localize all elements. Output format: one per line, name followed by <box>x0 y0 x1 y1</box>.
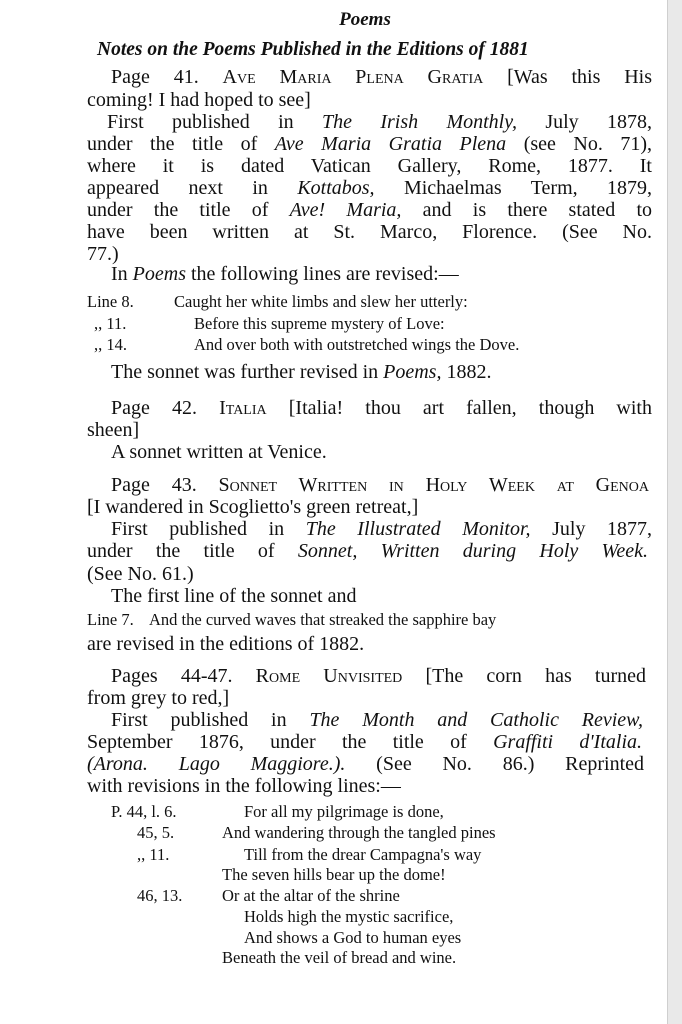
paragraph-line: A sonnet written at Venice. <box>111 441 327 463</box>
revised-line: P. 44, l. 6. <box>111 802 177 821</box>
revised-line-text: For all my pilgrimage is done, <box>244 802 444 821</box>
paragraph-line: In Poems the following lines are revised:— <box>111 263 459 285</box>
page-ref: Pages 44-47. <box>111 665 233 687</box>
entry-41-heading <box>111 66 652 88</box>
revised-line-text: And over both with outstretched wings the Dove. <box>194 335 520 354</box>
poem-title: Ave Maria Plena Gratia <box>222 66 484 88</box>
paragraph-line: 77.) <box>87 243 119 265</box>
revised-line-text: And the curved waves that streaked the sapphire bay <box>149 610 497 629</box>
revised-line: Line 7. <box>87 610 134 629</box>
poem-title: Italia <box>219 397 267 419</box>
entry-42-heading <box>111 397 652 419</box>
page-edge <box>667 0 682 1024</box>
page-ref: Page 41. <box>111 66 199 88</box>
paragraph-line: are revised in the editions of 1882. <box>87 633 365 655</box>
section-title: Notes on the Poems Published in the Editions of 1881 <box>97 39 529 60</box>
revised-line: 46, 13. <box>137 886 183 905</box>
revised-line: ,, 11. <box>137 845 170 864</box>
entry-42-heading-cont: sheen] <box>87 419 140 441</box>
running-head: Poems <box>339 9 391 30</box>
paragraph-line: under the title of Ave Maria Gratia Plena (see No. 71), <box>87 133 653 155</box>
paragraph-line: with revisions in the following lines:— <box>87 775 401 797</box>
publication-title: The Irish Monthly, <box>322 111 517 133</box>
revised-line-text: Caught her white limbs and slew her utterly: <box>174 292 468 311</box>
paragraph-line: (Arona. Lago Maggiore.). (See No. 86.) Reprinted <box>87 753 644 775</box>
poem-title: Sonnet Written in Holy Week at Genoa <box>218 474 650 496</box>
first-line: [Was this His <box>507 66 652 88</box>
paragraph-line: under the title of Ave! Maria, and is there stated to <box>87 199 652 221</box>
entry-44-heading <box>111 665 646 687</box>
revised-line: 45, 5. <box>137 823 175 842</box>
first-line: [The corn has turned <box>425 665 647 687</box>
paragraph-line: (See No. 61.) <box>87 563 194 585</box>
paragraph-line: First published in The Month and Catholic Review, <box>111 709 644 731</box>
revised-line-text: And wandering through the tangled pines <box>222 823 496 842</box>
revised-line-text: Before this supreme mystery of Love: <box>194 314 445 333</box>
revised-line-text: The seven hills bear up the dome! <box>222 865 446 884</box>
paragraph-line: The first line of the sonnet and <box>111 585 357 607</box>
first-line: [Italia! thou art fallen, though with <box>288 397 652 419</box>
paragraph-line: under the title of Sonnet, Written during Holy Week. <box>87 540 649 562</box>
revised-line-text: Till from the drear Campagna's way <box>244 845 482 864</box>
paragraph-line: where it is dated Vatican Gallery, Rome, 1877. It <box>87 155 652 177</box>
paragraph-line: First published in The Illustrated Monitor, July 1877, <box>111 518 653 540</box>
entry-43-first-line: [I wandered in Scoglietto's green retreat,] <box>87 496 419 518</box>
revised-line-text: Or at the altar of the shrine <box>222 886 400 905</box>
paragraph-line: First published in The Irish Monthly, July 1878, <box>107 111 652 133</box>
revised-line: ,, 11. <box>94 314 127 333</box>
revised-line-text: Holds high the mystic sacrifice, <box>244 907 454 926</box>
revised-line-text: And shows a God to human eyes <box>244 928 462 947</box>
revised-line-text: Beneath the veil of bread and wine. <box>222 948 457 967</box>
paragraph-line: September 1876, under the title of Graffiti d'Italia. <box>87 731 643 753</box>
page-ref: Page 42. <box>111 397 197 419</box>
entry-44-heading-cont: from grey to red,] <box>87 687 230 709</box>
revised-line: ,, 14. <box>94 335 127 354</box>
page-ref: Page 43. <box>111 474 197 496</box>
paragraph-line: appeared next in Kottabos, Michaelmas Term, 1879, <box>87 177 653 199</box>
poem-title: Rome Unvisited <box>255 665 403 687</box>
entry-41-heading-cont: coming! I had hoped to see] <box>87 89 311 111</box>
paragraph-line: The sonnet was further revised in Poems, 1882. <box>111 361 492 383</box>
revised-line: Line 8. <box>87 292 134 311</box>
paragraph-line: have been written at St. Marco, Florence. (See No. <box>87 221 652 243</box>
entry-43-heading <box>111 474 649 496</box>
